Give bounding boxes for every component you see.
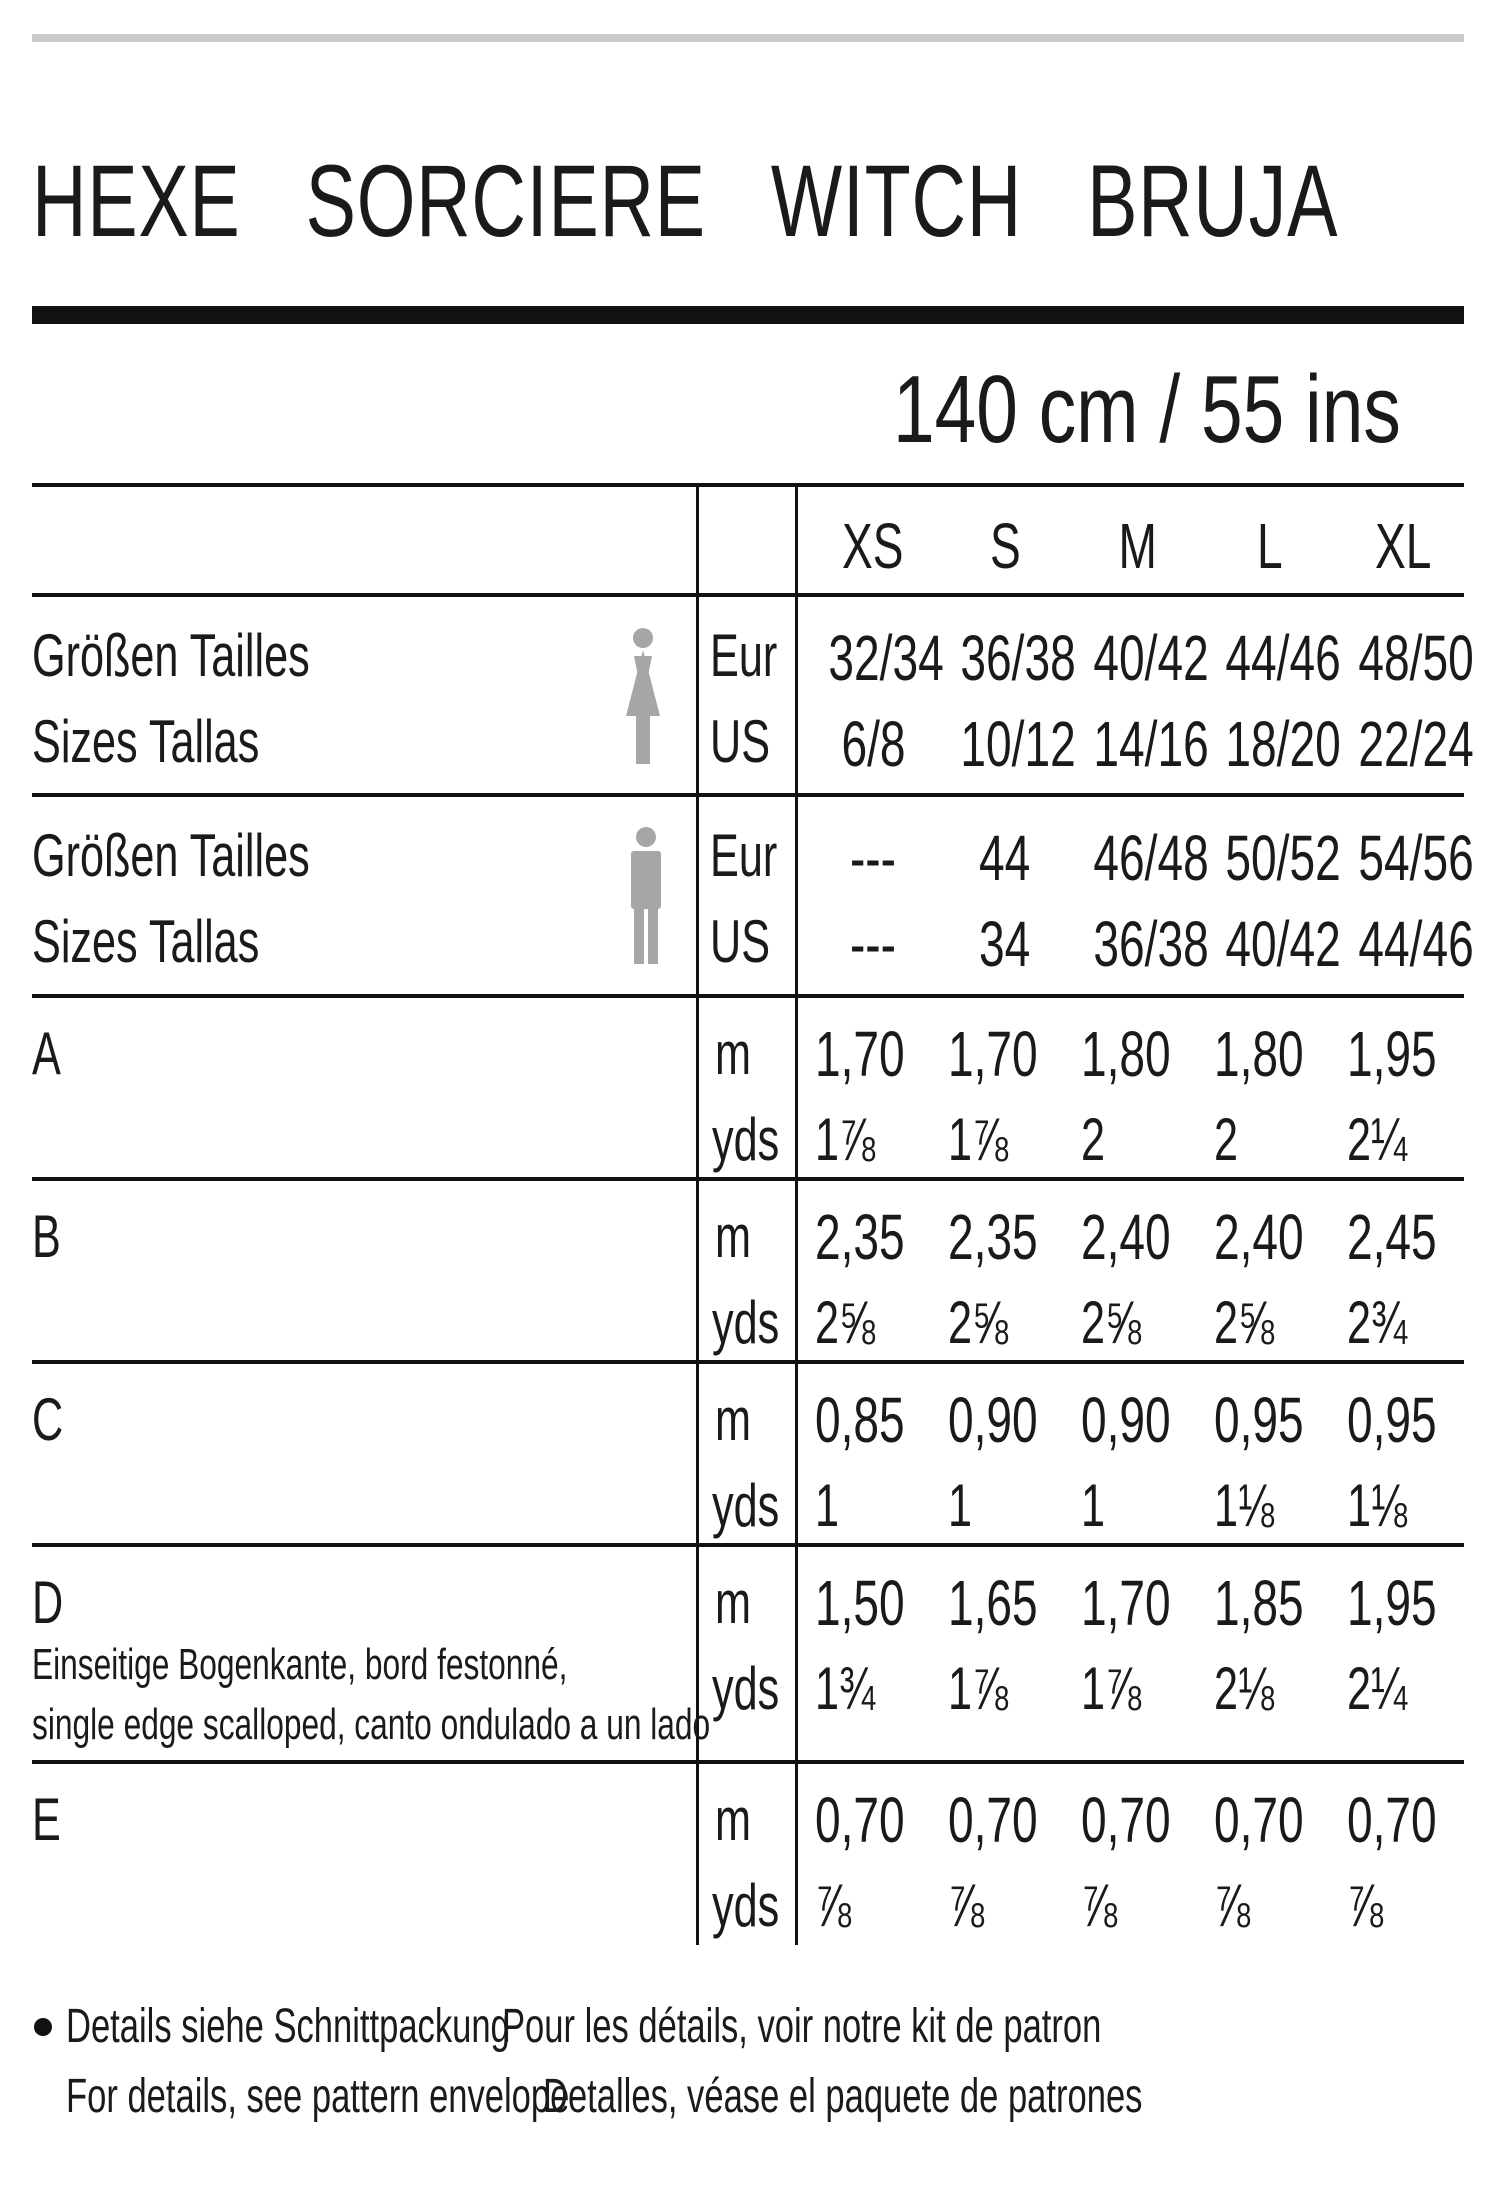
unit-label: Eur	[710, 622, 778, 689]
yards-value: ⅞	[1081, 1872, 1118, 1939]
yards-value: ⅞	[815, 1872, 852, 1939]
yards-value: 2¼	[1347, 1655, 1408, 1722]
yards-value: 1	[1081, 1472, 1106, 1539]
yards-value: 1⅞	[948, 1106, 1009, 1173]
eur-size-value: 44	[979, 822, 1031, 894]
meters-value: 0,95	[1347, 1384, 1437, 1456]
yards-value: 2⅛	[1214, 1655, 1275, 1722]
us-size-value: 14/16	[1093, 708, 1209, 780]
meters-value: 0,70	[1081, 1784, 1171, 1856]
meters-value: 1,65	[948, 1567, 1038, 1639]
meters-value: 0,70	[1214, 1784, 1304, 1856]
yards-value: 1⅛	[1347, 1472, 1408, 1539]
unit-label: US	[710, 908, 771, 975]
meters-value: 1,80	[1214, 1018, 1304, 1090]
us-size-value: 34	[979, 908, 1031, 980]
row-divider	[32, 994, 1464, 998]
eur-size-value: 36/38	[960, 622, 1076, 694]
meters-value: 0,90	[1081, 1384, 1171, 1456]
footer-note: Details siehe Schnittpackung	[66, 2000, 510, 2053]
footer-note: Detalles, véase el paquete de patrones	[543, 2070, 1143, 2123]
view-note: Einseitige Bogenkante, bord festonné,	[32, 1640, 568, 1689]
meters-value: 0,70	[1347, 1784, 1437, 1856]
yards-value: 1	[948, 1472, 973, 1539]
view-label: C	[32, 1386, 64, 1453]
row-label: Größen Tailles	[32, 622, 310, 689]
unit-label: yds	[712, 1472, 780, 1539]
row-divider	[32, 1177, 1464, 1181]
us-size-value: 10/12	[960, 708, 1076, 780]
yards-value: 1¾	[815, 1655, 876, 1722]
view-label: E	[32, 1786, 61, 1853]
row-divider	[32, 593, 1464, 597]
meters-value: 0,90	[948, 1384, 1038, 1456]
meters-value: 1,95	[1347, 1018, 1437, 1090]
top-divider	[32, 34, 1464, 42]
eur-size-value: 46/48	[1093, 822, 1209, 894]
size-header: M	[1118, 510, 1158, 582]
footer-note: For details, see pattern envelope	[66, 2070, 570, 2123]
eur-size-value: 40/42	[1093, 622, 1209, 694]
row-divider	[32, 793, 1464, 797]
unit-label: yds	[712, 1655, 780, 1722]
meters-value: 1,50	[815, 1567, 905, 1639]
woman-figure-icon	[620, 626, 666, 766]
us-size-value: 40/42	[1225, 908, 1341, 980]
meters-value: 1,70	[815, 1018, 905, 1090]
view-label: A	[32, 1020, 61, 1087]
meters-value: 2,35	[815, 1201, 905, 1273]
yards-value: ⅞	[1214, 1872, 1251, 1939]
yards-value: 2⅝	[1214, 1289, 1275, 1356]
fabric-width-text: 140 cm / 55 ins	[893, 356, 1401, 463]
meters-value: 1,85	[1214, 1567, 1304, 1639]
eur-size-value: ---	[849, 822, 897, 894]
view-note: single edge scalloped, canto ondulado a un lado	[32, 1700, 711, 1749]
footer-note: Pour les détails, voir notre kit de patron	[502, 2000, 1102, 2053]
meters-value: 2,40	[1081, 1201, 1171, 1273]
eur-size-value: 44/46	[1225, 622, 1341, 694]
us-size-value: 18/20	[1225, 708, 1341, 780]
yards-value: 2⅝	[948, 1289, 1009, 1356]
us-size-value: 36/38	[1093, 908, 1209, 980]
meters-value: 1,70	[1081, 1567, 1171, 1639]
view-label: D	[32, 1569, 64, 1636]
unit-label: yds	[712, 1106, 780, 1173]
yards-value: 2	[1081, 1106, 1106, 1173]
row-divider	[32, 1543, 1464, 1547]
meters-value: 1,80	[1081, 1018, 1171, 1090]
row-label: Sizes Tallas	[32, 708, 260, 775]
eur-size-value: 48/50	[1358, 622, 1474, 694]
meters-value: 0,85	[815, 1384, 905, 1456]
yards-value: 1⅞	[815, 1106, 876, 1173]
eur-size-value: 54/56	[1358, 822, 1474, 894]
size-header: L	[1257, 510, 1283, 582]
bullet-icon	[34, 2018, 52, 2036]
row-divider	[32, 1760, 1464, 1764]
yards-value: ⅞	[948, 1872, 985, 1939]
fabric-width-label	[893, 356, 1500, 463]
unit-label: m	[715, 1786, 751, 1853]
table-top-rule	[32, 483, 1464, 487]
eur-size-value: 32/34	[828, 622, 944, 694]
unit-label: Eur	[710, 822, 778, 889]
yards-value: 1⅛	[1214, 1472, 1275, 1539]
row-label: Sizes Tallas	[32, 908, 260, 975]
unit-label: yds	[712, 1872, 780, 1939]
yards-value: 1⅞	[948, 1655, 1009, 1722]
unit-label: m	[715, 1020, 751, 1087]
unit-label: US	[710, 708, 771, 775]
meters-value: 0,95	[1214, 1384, 1304, 1456]
size-header: S	[989, 510, 1021, 582]
size-header: XL	[1374, 510, 1432, 582]
unit-label: m	[715, 1386, 751, 1453]
unit-label: m	[715, 1569, 751, 1636]
unit-label: m	[715, 1203, 751, 1270]
row-divider	[32, 1360, 1464, 1364]
yards-value: 1	[815, 1472, 840, 1539]
us-size-value: 6/8	[840, 708, 906, 780]
yards-value: ⅞	[1347, 1872, 1384, 1939]
us-size-value: 22/24	[1358, 708, 1474, 780]
row-label: Größen Tailles	[32, 822, 310, 889]
meters-value: 0,70	[815, 1784, 905, 1856]
us-size-value: ---	[849, 908, 897, 980]
unit-label: yds	[712, 1289, 780, 1356]
title-rule	[32, 306, 1464, 324]
yards-value: 2¼	[1347, 1106, 1408, 1173]
meters-value: 2,45	[1347, 1201, 1437, 1273]
page-title-text: HEXE SORCIERE WITCH BRUJA	[32, 144, 1339, 258]
yards-value: 1⅞	[1081, 1655, 1142, 1722]
meters-value: 1,95	[1347, 1567, 1437, 1639]
view-label: B	[32, 1203, 61, 1270]
yards-value: 2¾	[1347, 1289, 1408, 1356]
yards-value: 2⅝	[815, 1289, 876, 1356]
us-size-value: 44/46	[1358, 908, 1474, 980]
meters-value: 1,70	[948, 1018, 1038, 1090]
yards-value: 2⅝	[1081, 1289, 1142, 1356]
man-figure-icon	[627, 826, 665, 966]
eur-size-value: 50/52	[1225, 822, 1341, 894]
page-title	[32, 144, 1500, 258]
yards-value: 2	[1214, 1106, 1239, 1173]
meters-value: 2,40	[1214, 1201, 1304, 1273]
meters-value: 2,35	[948, 1201, 1038, 1273]
meters-value: 0,70	[948, 1784, 1038, 1856]
size-header: XS	[842, 510, 904, 582]
